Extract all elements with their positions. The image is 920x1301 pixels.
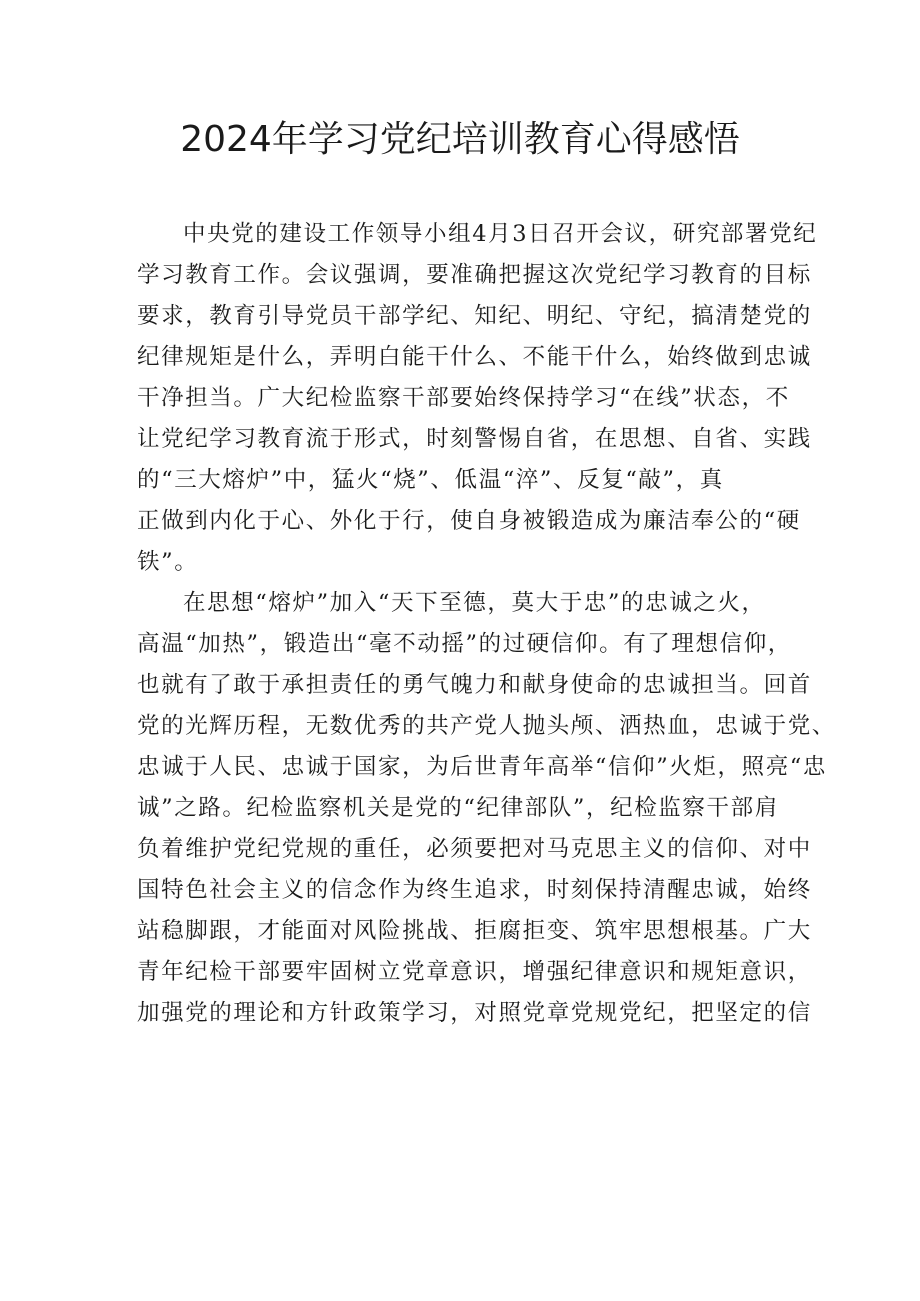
paragraph-line: 站稳脚跟，才能面对风险挑战、拒腐拒变、筑牢思想根基。广大 [137, 918, 812, 944]
paragraph-2 [137, 583, 836, 1034]
paragraph-line: 加强党的理论和方针政策学习，对照党章党规党纪，把坚定的信 [137, 1000, 812, 1026]
paragraph-line: 诚”之路。纪检监察机关是党的“纪律部队”，纪检监察干部肩 [137, 795, 779, 821]
paragraph-line: 负着维护党纪党规的重任，必须要把对马克思主义的信仰、对中 [137, 836, 812, 862]
paragraph-line: 学习教育工作。会议强调，要准确把握这次党纪学习教育的目标 [137, 262, 812, 288]
paragraph-line: 忠诚于人民、忠诚于国家，为后世青年高举“信仰”火炬，照亮“忠 [137, 754, 828, 780]
paragraph-line: 国特色社会主义的信念作为终生追求，时刻保持清醒忠诚，始终 [137, 877, 812, 903]
paragraph-line: 正做到内化于心、外化于行，使自身被锻造成为廉洁奉公的“硬 [137, 508, 801, 534]
document-body [137, 214, 836, 1034]
paragraph-line: 青年纪检干部要牢固树立党章意识，增强纪律意识和规矩意识， [137, 959, 812, 985]
paragraph-line: 干净担当。广大纪检监察干部要始终保持学习“在线”状态，不 [137, 385, 790, 411]
paragraph-line: 的“三大熔炉”中，猛火“烧”、低温“淬”、反复“敲”，真 [137, 467, 724, 493]
paragraph-line: 让党纪学习教育流于形式，时刻警惕自省，在思想、自省、实践 [137, 426, 812, 452]
paragraph-line: 纪律规矩是什么，弄明白能干什么、不能干什么，始终做到忠诚 [137, 344, 812, 370]
paragraph-1 [137, 214, 818, 583]
paragraph-line: 高温“加热”，锻造出“毫不动摇”的过硬信仰。有了理想信仰， [137, 631, 792, 657]
document-title: 2024年学习党纪培训教育心得感悟 [180, 119, 740, 160]
paragraph-line: 中央党的建设工作领导小组4月3日召开会议，研究部署党纪 [183, 221, 818, 247]
paragraph-line: 铁”。 [137, 549, 199, 575]
paragraph-line: 在思想“熔炉”加入“天下至德，莫大于忠”的忠诚之火， [183, 590, 766, 616]
paragraph-line: 党的光辉历程，无数优秀的共产党人抛头颅、洒热血，忠诚于党、 [137, 713, 836, 739]
paragraph-line: 要求，教育引导党员干部学纪、知纪、明纪、守纪，搞清楚党的 [137, 303, 812, 329]
paragraph-line: 也就有了敢于承担责任的勇气魄力和献身使命的忠诚担当。回首 [137, 672, 812, 698]
